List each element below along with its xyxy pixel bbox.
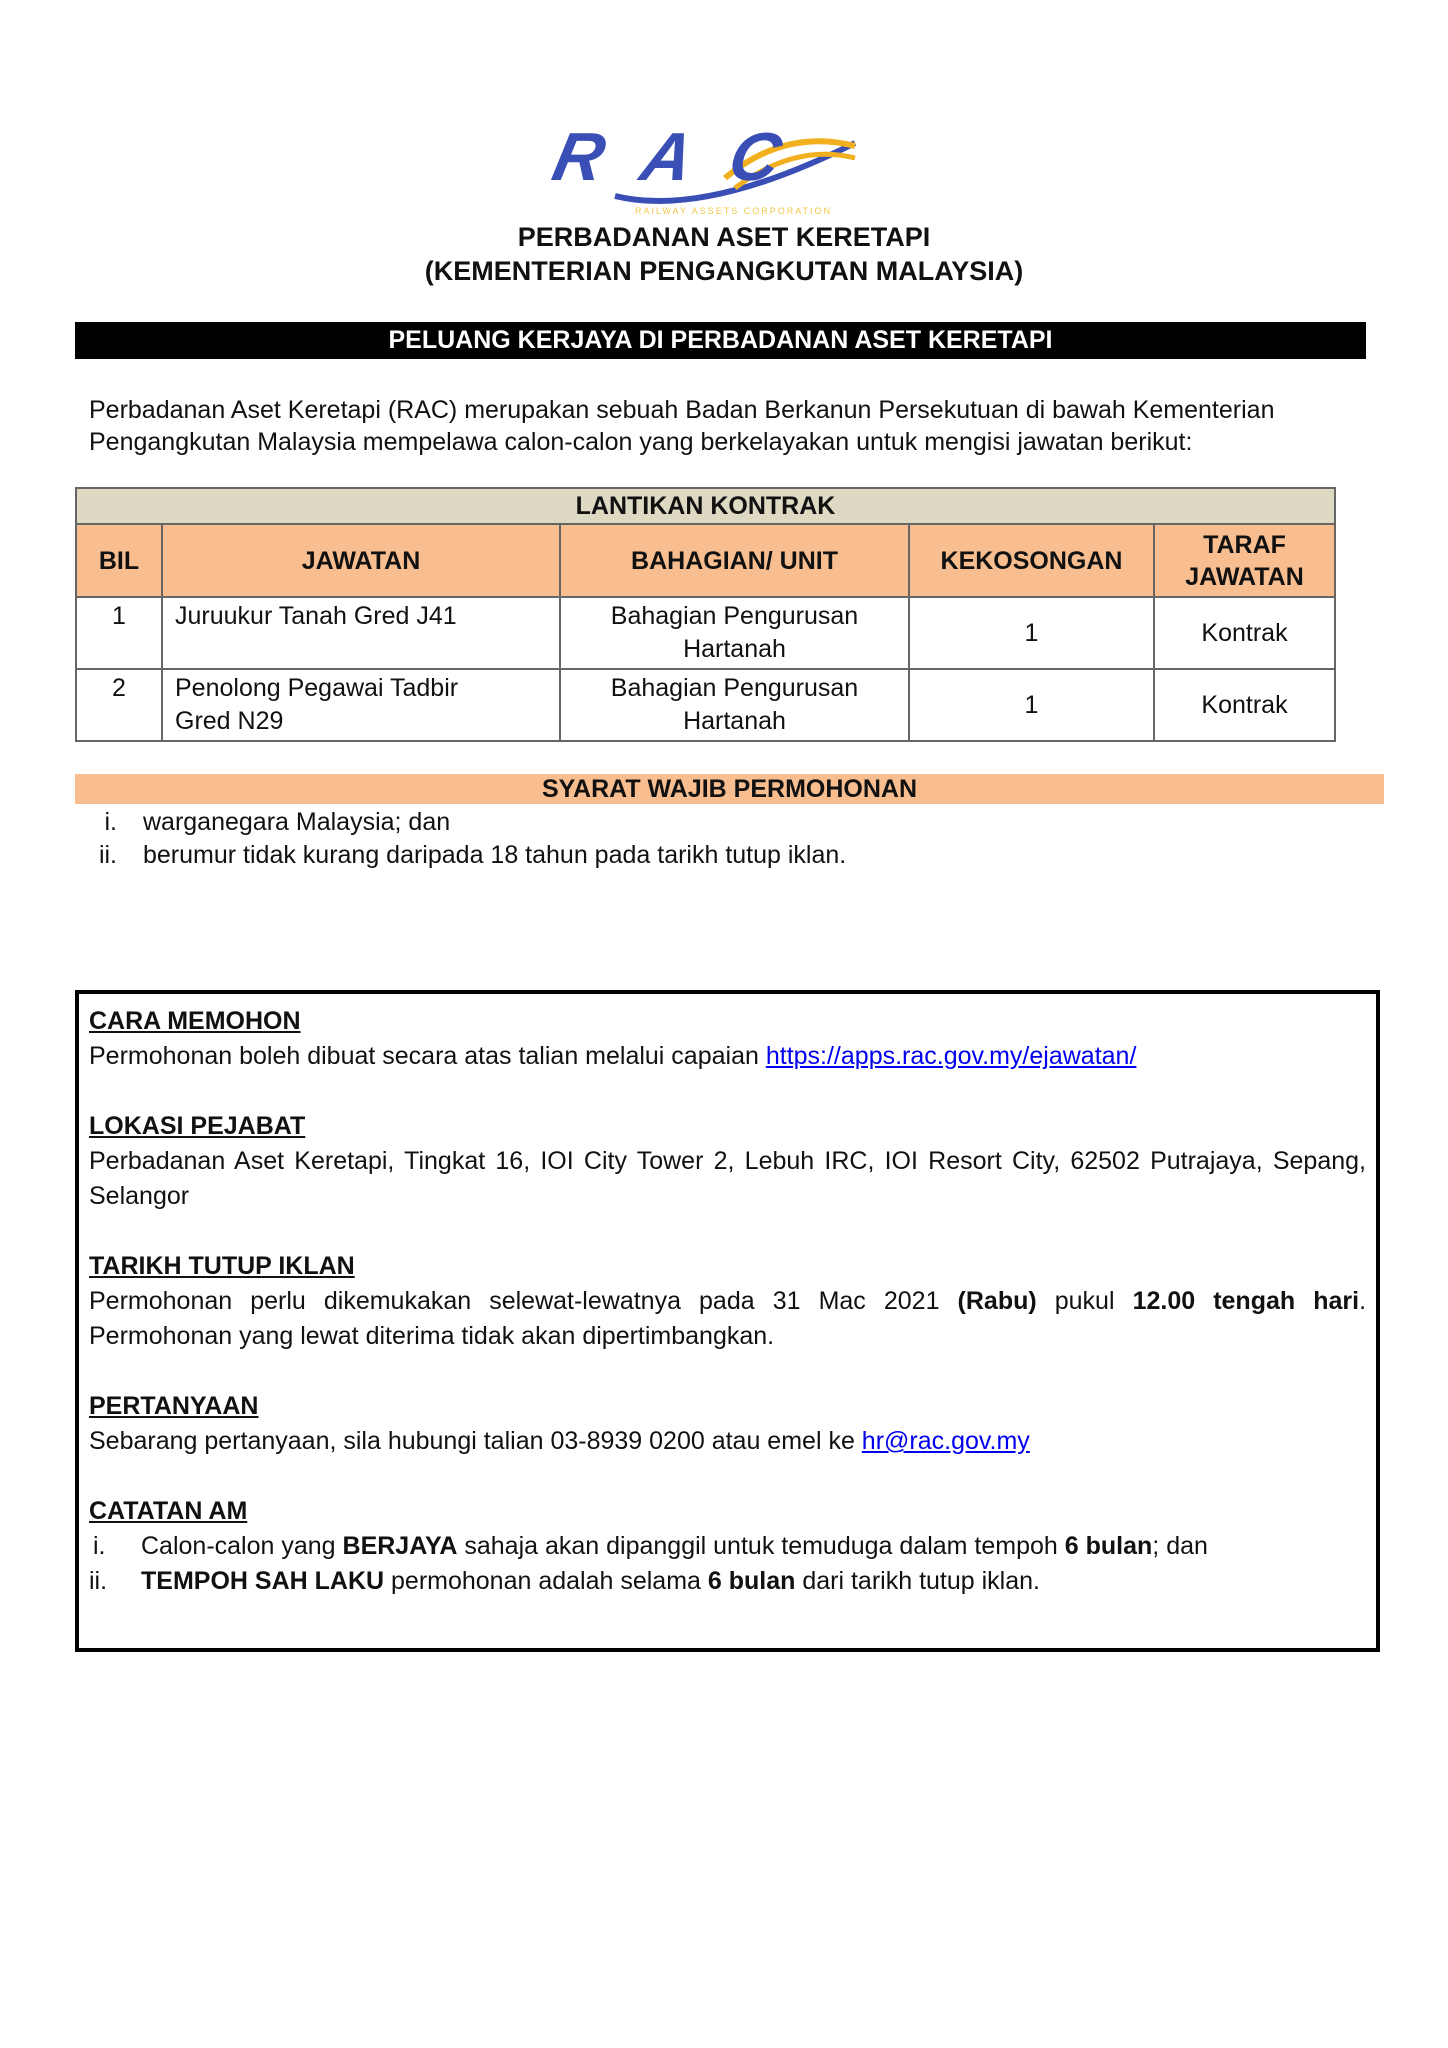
section-heading: CARA MEMOHON — [89, 1007, 301, 1035]
section-cara-memohon — [89, 1004, 1366, 1074]
svg-text:RAC: RAC — [546, 118, 788, 195]
vacancy-table — [75, 487, 1336, 742]
banner-heading: PELUANG KERJAYA DI PERBADANAN ASET KERETAPI — [75, 322, 1366, 359]
cell-unit: Bahagian Pengurusan Hartanah — [560, 597, 909, 669]
requirements-list — [75, 806, 846, 872]
text: Calon-calon yang — [141, 1532, 343, 1560]
list-item — [75, 839, 846, 872]
text: . Permohonan yang lewat diterima tidak akan dipertimbangkan. — [89, 1287, 1367, 1350]
section-text — [89, 1284, 1366, 1354]
item-number: ii. — [89, 1567, 108, 1595]
section-heading: CATATAN AM — [89, 1497, 248, 1525]
cell-unit: Bahagian Pengurusan Hartanah — [560, 669, 909, 741]
section-heading: PERTANYAAN — [89, 1392, 259, 1420]
org-name: PERBADANAN ASET KERETAPI — [517, 222, 931, 252]
text: Permohonan perlu dikemukakan selewat-lewatnya pada 31 Mac 2021 — [89, 1287, 958, 1315]
list-item — [75, 806, 846, 839]
text: pukul — [1036, 1287, 1133, 1315]
cell-bil: 2 — [76, 669, 162, 741]
section-text: Sebarang pertanyaan, sila hubungi talian 03-8939 0200 atau emel ke — [89, 1427, 862, 1455]
section-heading: TARIKH TUTUP IKLAN — [89, 1252, 355, 1280]
item-text: berumur tidak kurang daripada 18 tahun pada tarikh tutup iklan. — [143, 841, 847, 869]
ministry-name: (KEMENTERIAN PENGANGKUTAN MALAYSIA) — [424, 256, 1024, 286]
list-item — [89, 1529, 1366, 1564]
requirements-heading: SYARAT WAJIB PERMOHONAN — [75, 774, 1384, 804]
text: dari tarikh tutup iklan. — [795, 1567, 1040, 1595]
text: 6 bulan — [1064, 1532, 1153, 1560]
col-header: BAHAGIAN/ UNIT — [560, 524, 909, 597]
text: ; dan — [1152, 1532, 1208, 1560]
text: TEMPOH SAH LAKU — [141, 1567, 385, 1595]
list-item — [89, 1564, 1366, 1599]
cell-kekosongan: 1 — [909, 669, 1154, 741]
text: sahaja akan dipanggil untuk temuduga dalam tempoh — [457, 1532, 1065, 1560]
application-link[interactable]: https://apps.rac.gov.my/ejawatan/ — [765, 1042, 1137, 1070]
rac-logo — [546, 118, 865, 218]
table-row — [76, 669, 1335, 741]
table-title: LANTIKAN KONTRAK — [76, 488, 1335, 524]
col-header: JAWATAN — [162, 524, 560, 597]
section-lokasi — [89, 1109, 1366, 1214]
text: 6 bulan — [707, 1567, 796, 1595]
item-text: warganegara Malaysia; dan — [143, 808, 451, 836]
section-pertanyaan — [89, 1389, 1366, 1459]
section-text: Permohonan boleh dibuat secara atas talian melalui capaian — [89, 1042, 766, 1070]
section-tarikh — [89, 1249, 1366, 1354]
item-number: ii. — [98, 841, 117, 869]
intro-paragraph: Perbadanan Aset Keretapi (RAC) merupakan sebuah Badan Berkanun Persekutuan di bawah Kementerian Pengangkutan Malaysia mempelawa calon-calon yang berkelayakan untuk mengisi jawatan berikut: — [89, 396, 1275, 456]
svg-text:RAILWAY ASSETS CORPORATION: RAILWAY ASSETS CORPORATION — [635, 206, 833, 216]
text: permohonan adalah selama — [384, 1567, 708, 1595]
col-header: TARAF JAWATAN — [1154, 524, 1335, 597]
item-number: i. — [104, 808, 117, 836]
text: BERJAYA — [342, 1532, 458, 1560]
time: 12.00 tengah hari — [1132, 1287, 1360, 1315]
cell-taraf: Kontrak — [1154, 597, 1335, 669]
col-header: KEKOSONGAN — [909, 524, 1154, 597]
section-text: Perbadanan Aset Keretapi, Tingkat 16, IOI City Tower 2, Lebuh IRC, IOI Resort City, 62502 Putrajaya, Sepang, Selangor — [89, 1147, 1366, 1210]
cell-jawatan: Juruukur Tanah Gred J41 — [162, 597, 560, 669]
cell-taraf: Kontrak — [1154, 669, 1335, 741]
cell-jawatan: Penolong Pegawai Tadbir Gred N29 — [162, 669, 560, 741]
item-number: i. — [93, 1532, 106, 1560]
col-header: BIL — [76, 524, 162, 597]
cell-bil: 1 — [76, 597, 162, 669]
day: (Rabu) — [957, 1287, 1037, 1315]
cell-kekosongan: 1 — [909, 597, 1154, 669]
email-link[interactable]: hr@rac.gov.my — [861, 1427, 1030, 1455]
table-row — [76, 597, 1335, 669]
info-box — [75, 990, 1380, 1652]
section-catatan — [89, 1494, 1366, 1599]
section-heading: LOKASI PEJABAT — [89, 1112, 306, 1140]
